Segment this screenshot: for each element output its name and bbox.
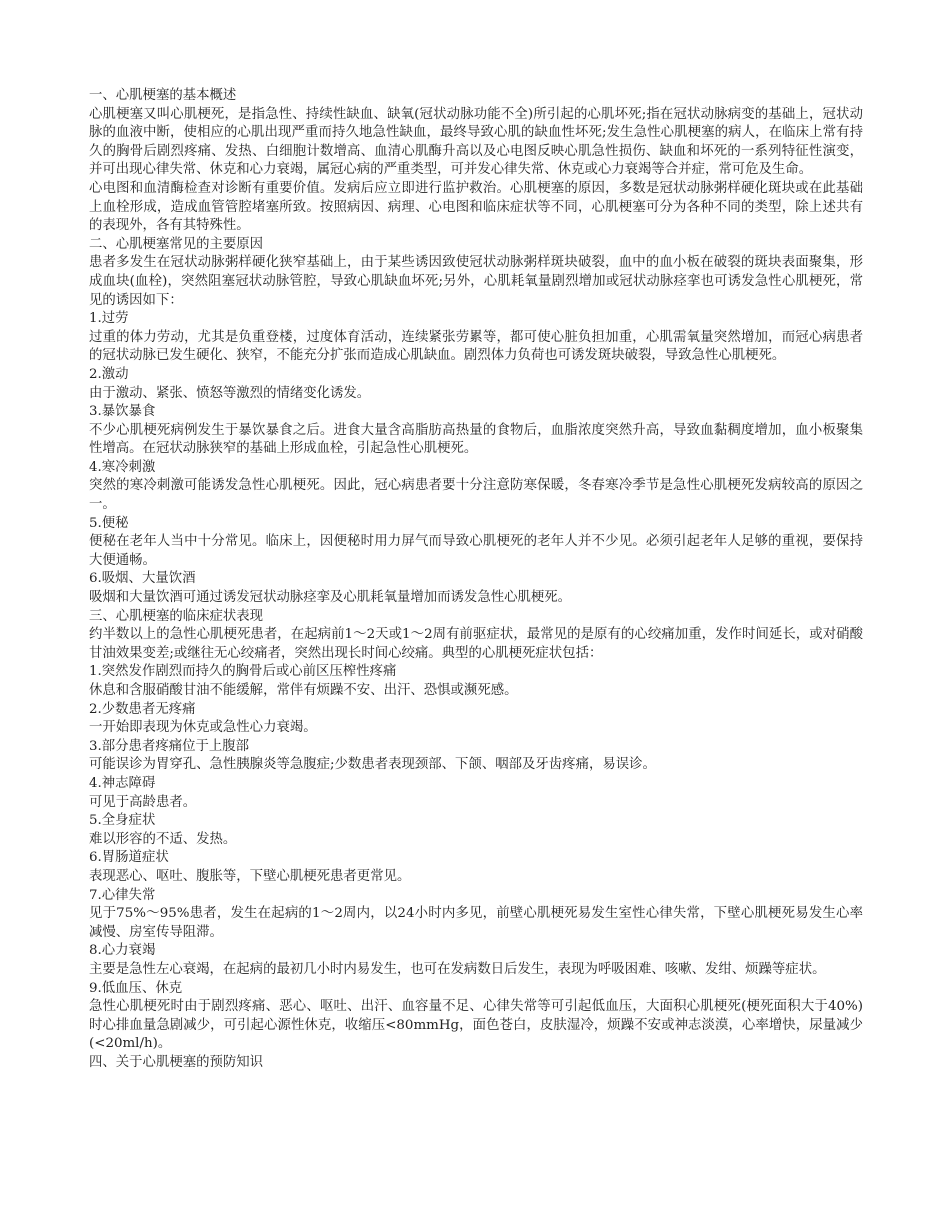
- symptom-text-arrhythmia: 见于75%～95%患者，发生在起病的1～2周内，以24小时内多见，前壁心肌梗死易发生室性心律失常，下壁心肌梗死易发生心率减慢、房室传导阻滞。: [89, 906, 863, 940]
- symptom-text-painless: 一开始即表现为休克或急性心力衰竭。: [89, 720, 317, 736]
- cause-heading-excitement: 2.激动: [89, 366, 129, 382]
- cause-heading-overeating: 3.暴饮暴食: [89, 404, 156, 420]
- section-heading-symptoms: 三、心肌梗塞的临床症状表现: [89, 608, 264, 624]
- symptom-heading-hypotension: 9.低血压、休克: [89, 980, 183, 996]
- symptom-text-heart-failure: 主要是急性左心衰竭，在起病的最初几小时内易发生，也可在发病数日后发生，表现为呼吸困难、咳嗽、发绀、烦躁等症状。: [89, 961, 826, 977]
- section-heading-overview: 一、心肌梗塞的基本概述: [89, 88, 237, 103]
- paragraph-causes-intro: 患者多发生在冠状动脉粥样硬化狭窄基础上，由于某些诱因致使冠状动脉粥样斑块破裂，血中的血小板在破裂的斑块表面聚集，形成血块(血栓)，突然阻塞冠状动脉管腔，导致心肌缺血坏死;另外，心肌耗氧量剧烈增加或冠状动脉痉挛也可诱发急性心肌梗死，常见的诱因如下：: [89, 255, 863, 308]
- paragraph-symptoms-intro: 约半数以上的急性心肌梗死患者，在起病前1～2天或1～2周有前驱症状，最常见的是原有的心绞痛加重，发作时间延长，或对硝酸甘油效果变差;或继往无心绞痛者，突然出现长时间心绞痛。典型的心肌梗死症状包括：: [89, 627, 863, 661]
- cause-text-constipation: 便秘在老年人当中十分常见。临床上，因便秘时用力屏气而导致心肌梗死的老年人并不少见。必须引起老年人足够的重视，要保持大便通畅。: [89, 534, 863, 568]
- cause-text-cold: 突然的寒冷刺激可能诱发急性心肌梗死。因此，冠心病患者要十分注意防寒保暖，冬春寒冷季节是急性心肌梗死发病较高的原因之一。: [89, 478, 863, 513]
- symptom-heading-heart-failure: 8.心力衰竭: [89, 943, 156, 959]
- cause-heading-constipation: 5.便秘: [89, 515, 129, 531]
- symptom-heading-consciousness: 4.神志障碍: [89, 775, 156, 791]
- symptom-heading-arrhythmia: 7.心律失常: [89, 887, 156, 903]
- symptom-text-systemic: 难以形容的不适、发热。: [89, 831, 237, 847]
- cause-heading-overwork: 1.过劳: [89, 311, 129, 327]
- cause-text-excitement: 由于激动、紧张、愤怒等激烈的情绪变化诱发。: [89, 385, 371, 401]
- section-heading-prevention: 四、关于心肌梗塞的预防知识: [89, 1054, 264, 1070]
- symptom-heading-pain: 1.突然发作剧烈而持久的胸骨后或心前区压榨性疼痛: [89, 664, 397, 680]
- symptom-text-gastro: 表现恶心、呕吐、腹胀等，下壁心肌梗死患者更常见。: [89, 868, 411, 884]
- section-heading-causes: 二、心肌梗塞常见的主要原因: [89, 236, 264, 252]
- symptom-heading-gastro: 6.胃肠道症状: [89, 850, 169, 866]
- paragraph-definition: 心肌梗塞又叫心肌梗死，是指急性、持续性缺血、缺氧(冠状动脉功能不全)所引起的心肌坏死;指在冠状动脉病变的基础上，冠状动脉的血液中断，使相应的心肌出现严重而持久地急性缺血，最终导致心肌的缺血性坏死;发生急性心肌梗塞的病人，在临床上常有持久的胸骨后剧烈疼痛、发热、白细胞计数增高、血清心肌酶升高以及心电图反映心肌急性损伤、缺血和坏死的一系列特征性演变，并可出现心律失常、休克和心力衰竭，属冠心病的严重类型，可并发心律失常、休克或心力衰竭等合并症，常可危及生命。: [89, 106, 863, 178]
- symptom-heading-painless: 2.少数患者无疼痛: [89, 701, 196, 717]
- paragraph-diagnosis: 心电图和血清酶检查对诊断有重要价值。发病后应立即进行监护救治。心肌梗塞的原因，多数是冠状动脉粥样硬化斑块或在此基础上血栓形成，造成血管管腔堵塞所致。按照病因、病理、心电图和临床症状等不同，心肌梗塞可分为各种不同的类型，除上述共有的表现外，各有其特殊性。: [89, 180, 863, 234]
- symptom-heading-systemic: 5.全身症状: [89, 813, 156, 829]
- cause-heading-smoking: 6.吸烟、大量饮酒: [89, 571, 196, 587]
- cause-text-overeating: 不少心肌梗死病例发生于暴饮暴食之后。进食大量含高脂肪高热量的食物后，血脂浓度突然升高，导致血黏稠度增加，血小板聚集性增高。在冠状动脉狭窄的基础上形成血栓，引起急性心肌梗死。: [89, 422, 863, 457]
- cause-text-smoking: 吸烟和大量饮酒可通过诱发冠状动脉痉挛及心肌耗氧量增加而诱发急性心肌梗死。: [89, 590, 572, 606]
- symptom-heading-abdominal: 3.部分患者疼痛位于上腹部: [89, 738, 250, 754]
- symptom-text-hypotension: 急性心肌梗死时由于剧烈疼痛、恶心、呕吐、出汗、血容量不足、心律失常等可引起低血压，大面积心肌梗死(梗死面积大于40%)时心排血量急剧减少，可引起心源性休克，收缩压<80mmHg，面色苍白，皮肤湿冷，烦躁不安或神志淡漠，心率增快，尿量减少(<20ml/h)。: [89, 999, 863, 1052]
- symptom-text-pain: 休息和含服硝酸甘油不能缓解，常伴有烦躁不安、出汗、恐惧或濒死感。: [89, 683, 518, 698]
- symptom-text-abdominal: 可能误诊为胃穿孔、急性胰腺炎等急腹症;少数患者表现颈部、下颌、咽部及牙齿疼痛，易误诊。: [89, 757, 656, 773]
- document-page: [89, 87, 863, 1072]
- symptom-text-consciousness: 可见于高龄患者。: [89, 794, 197, 810]
- cause-heading-cold: 4.寒冷刺激: [89, 459, 156, 475]
- cause-text-overwork: 过重的体力劳动，尤其是负重登楼，过度体育活动，连续紧张劳累等，都可使心脏负担加重，心肌需氧量突然增加，而冠心病患者的冠状动脉已发生硬化、狭窄，不能充分扩张而造成心肌缺血。剧烈体力负荷也可诱发斑块破裂，导致急性心肌梗死。: [89, 329, 863, 364]
